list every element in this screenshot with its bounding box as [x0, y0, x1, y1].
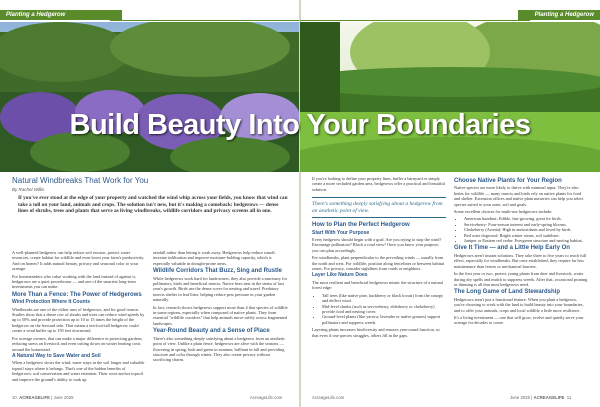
bullet-item: • Mid-level shrubs (such as serviceberry, elderberry or chokeberry) provide food and nesting cover.	[322, 304, 446, 315]
section-heading: How to Plan the Perfect Hedgerow	[312, 222, 410, 229]
article-title: Build Beauty Into Your Boundaries	[69, 109, 531, 141]
body-paragraph: In the first year or two, protect young plants from deer and livestock, water during dry spells and mulch to suppress weeds. After that, occasional pruning or thinning is all that most hedgerows need.	[454, 271, 588, 287]
header-rule-right	[300, 20, 530, 21]
body-paragraph: For windbreaks, plant perpendicular to the prevailing winds — usually from the north and west. For wildlife, position along fencelines or between habitat zones. For privacy, consider sightlines from roads or neighbors.	[312, 255, 445, 272]
body-paragraph: Layering plants increases biodiversity and ensures year-round function, so that even if one species struggles, others fill in the gaps.	[312, 327, 440, 338]
body-paragraph: In fact, research shows hedgerows support more than 4 that species of wildlife in some regions, especially when composed of native plants. They form essential "wildlife corridors" that help animals move safely across fragmented landscapes.	[153, 304, 288, 326]
page-number-left: 10	[12, 395, 17, 400]
bullet-item: • Serviceberry: Four-season interest and early-spring blooms.	[464, 222, 588, 227]
bullet-item: • Juniper or Eastern red cedar: Evergreen structure and nesting habitat.	[464, 238, 588, 243]
pull-quote: There's something deeply satisfying about a hedgerow from an aesthetic point of view.	[312, 197, 446, 218]
body-paragraph: Every hedgerow should begin with a goal. Are you trying to stop the wind? Encourage pollinators? Block a road view? Once you know your purpose, you can plan accordingly.	[312, 237, 442, 253]
section-heading: More Than a Fence: The Power of Hedgerows	[12, 291, 142, 298]
body-paragraph: The most resilient and beneficial hedgerows mimic the structure of a natural forest edge:	[312, 279, 444, 291]
section-heading: Year-Round Beauty and a Sense of Place	[153, 328, 270, 335]
subsection-heading: Wind Protection Where It Counts	[12, 299, 91, 306]
garden-hedge-image	[0, 22, 300, 172]
body-paragraph: rainfall rather than letting it wash away. Hedgerows help reduce runoff, increase infiltration and improve moisture-holding capacity, which is especially valuable in drought-prone areas.	[153, 250, 276, 266]
body-paragraph: Some excellent choices for multi-use hedgerows include:	[454, 209, 553, 215]
section-heading: The Long Game of Land Stewardship	[454, 289, 561, 296]
bullet-item: • American hazelnut: Edible, fast-growing, great for birds.	[464, 216, 588, 221]
column-2	[153, 250, 289, 365]
bullet-item: • Chokeberry (Aronia): High in antioxidants and loved by birds.	[464, 227, 588, 232]
body-paragraph: For homesteaders who value working with the land instead of against it, hedgerows are a quiet powerhouse — and one of the smartest long-term investments you can make.	[12, 273, 136, 290]
body-paragraph: If you're looking to define your property lines, buffer a barnyard or simply create a more secluded garden area, hedgerows offer a practical and beautiful solution.	[312, 176, 445, 192]
column-1	[12, 250, 146, 384]
magazine-name-right: ACREAGELIFE	[533, 395, 565, 400]
intro-paragraph: If you've ever stood at the edge of your property and watched the wind whip across your fields, you know that wind can take a toll on your land, animals and crops. The solution isn't new, but it's making a comeback: hedgerows — dense lines of shrubs, trees and plants that serve as living windbreaks, wildlife corridors and privacy screens all in one.	[18, 195, 288, 215]
subsection-heading: Start With Your Purpose	[312, 229, 370, 236]
bullet-item: • Tall trees (like native pine, hackberry or black locust) form the canopy and deflect wind.	[322, 293, 446, 304]
body-paragraph: For acreage owners, that can make a major difference in protecting gardens, reducing stress on livestock and even cutting down on winter heating costs around the homestead.	[12, 335, 143, 352]
body-paragraph: Hedgerows aren't instant solutions. They take three to five years to reach full effect, especially for windbreaks. But once established, they require far less maintenance than fences or mechanical barriers.	[454, 252, 587, 269]
footer-url-right: AcreageLife.com	[312, 395, 345, 400]
column-3	[312, 176, 446, 340]
body-paragraph: Hedgerows aren't just a functional feature. When you plant a hedgerow, you're choosing to work with the land to build beauty into your boundaries, and to offer your animals, crops and local wildlife a little more resilience.	[454, 296, 584, 313]
body-paragraph: When a hedgerow slows the wind, water stays in the soil longer and valuable topsoil stays where it belongs. That's one of the hidden benefits of hedgerows: soil conservation and water retention. Their roots anchor topsoil and improve the ground's ability to soak up	[12, 360, 145, 382]
issue-date-right: June 2025	[510, 395, 531, 400]
body-paragraph: It's a living investment — one that will grow, evolve and quietly serve your acreage for decades to come.	[454, 314, 584, 326]
hedge-photo-right	[300, 22, 600, 172]
section-heading: Give It Time — and a Little Help Early On	[454, 245, 570, 252]
magazine-name-left: ACREAGELIFE	[19, 395, 50, 400]
bullet-list	[454, 216, 588, 243]
footer-url-left: AcreageLife.com	[250, 395, 283, 400]
lawn-hedge-image	[300, 22, 600, 172]
hedge-photo-left	[0, 22, 300, 172]
bullet-item: • Ground-level plants (like yarrow, lavender or native grasses) support pollinators and suppress weeds.	[322, 314, 446, 325]
section-heading: Wildlife Corridors That Buzz, Sing and Rustle	[153, 268, 282, 275]
subsection-heading: A Natural Way to Save Water and Soil	[12, 352, 101, 359]
subsection-heading: Layer Like Nature Does	[312, 272, 368, 279]
right-page	[300, 0, 600, 407]
section-heading: Choose Native Plants for Your Region	[454, 178, 562, 184]
footer-left: 10 ACREAGELIFE | June 2025	[12, 395, 74, 400]
section-header-left: Planting a Hedgerow	[0, 10, 122, 20]
column-4	[454, 176, 588, 328]
bullet-item: • Red osier dogwood: Bright winter stems, soil stabilizer.	[464, 233, 588, 238]
body-paragraph: A well-planned hedgerow can help reduce soil erosion, protect water resources, create habitat for wildlife and even boost your farm's productivity. And on homes? It adds natural beauty, privacy and seasonal color to your acreage.	[12, 250, 145, 272]
bullet-list	[312, 293, 446, 325]
page-number-right: 11	[566, 395, 572, 400]
header-rule	[110, 20, 300, 21]
body-paragraph: Native species are more likely to thrive with minimal input. They're also better for wildlife — many insects and birds rely on native plants for food and shelter. Extension offices and native plant nurseries can help you select species suited to your zone, soil and goals.	[454, 185, 584, 207]
footer-right: June 2025 | ACREAGELIFE 11	[510, 395, 572, 400]
body-paragraph: While hedgerows work hard for landowners, they also provide a sanctuary for pollinators, birds and beneficial insects. Native bees nest in the stems of last year's growth. Birds use the dense cover for nesting and travel. Predatory insects shelter in leaf litter, helping reduce pest pressure in your garden naturally.	[153, 275, 288, 303]
byline: By Rachel Willis	[12, 187, 45, 192]
body-paragraph: Windbreaks are one of the oldest uses of hedgerows, and for good reason. Studies show that a dense row of shrubs and trees can reduce wind speeds by up to 50% and provide protection up to 10 to 15 times the height of the hedgerow on the leeward side. That means a ten-foot-tall hedgerow could create a wind buffer up to 150 feet downwind.	[12, 306, 145, 334]
issue-date-left: June 2025	[53, 395, 74, 400]
article-subtitle: Natural Windbreaks That Work for You	[12, 176, 149, 185]
section-header-right: Planting a Hedgerow	[518, 10, 600, 20]
body-paragraph: There's also something deeply satisfying about a hedgerow from an aesthetic point of view. Unlike a plain fence, hedgerows are alive with the seasons — flowering in spring, lush and green in summer, brilliant in fall and providing structure and color through winter. They also create privacy without sacrificing charm.	[153, 335, 286, 363]
